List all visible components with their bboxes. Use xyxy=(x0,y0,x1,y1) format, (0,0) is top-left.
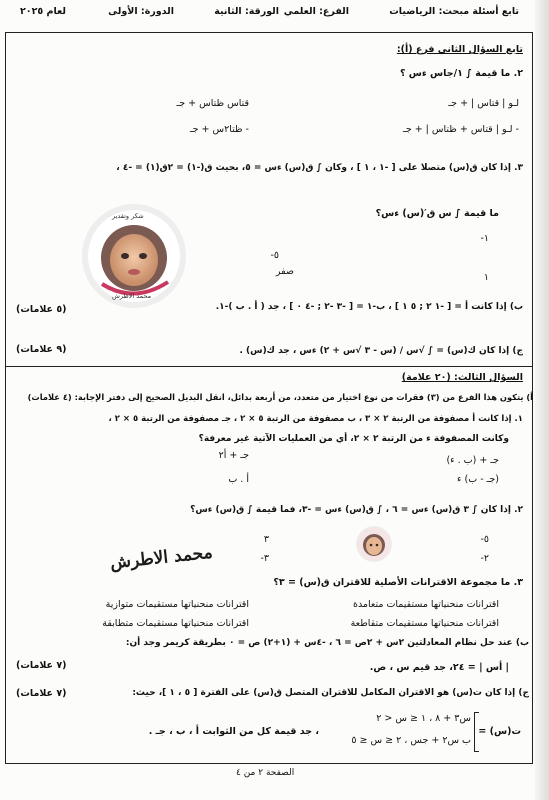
header-year: لعام ٢٠٢٥ xyxy=(20,6,66,17)
q3-part-b: ب) عند حل نظام المعادلتين ٢س + ٢ص = ٦ ، -٤س + (١+٢) ص = ٠ بطريقة كريمر وجد أن: xyxy=(125,638,529,648)
q2-heading: تابع السؤال الثاني فرع (أ): xyxy=(396,44,523,55)
q3-part-c-marks: (٧ علامات) xyxy=(16,688,67,699)
header-session: الدورة: الأولى xyxy=(108,6,174,17)
q3-item3-option-a: اقترانات منحنياتها مستقيمات متعامدة xyxy=(352,599,499,610)
q2-option-d: - ظتا٢س + جـ xyxy=(189,124,249,135)
q3-item1-option-c: (جـ - ب) ء xyxy=(457,474,499,485)
small-sticker xyxy=(356,526,392,562)
q3-item3-option-c: اقترانات منحنياتها مستقيمات متقاطعة xyxy=(350,618,499,629)
piecewise-brace xyxy=(474,712,479,752)
small-child-photo-icon xyxy=(356,526,392,562)
q2-part-c-marks: (٩ علامات) xyxy=(16,344,67,355)
page-footer: الصفحة ٢ من ٤ xyxy=(236,768,295,778)
q3-part-b2: | أس | = ٢٤، جد قيم س ، ص. xyxy=(369,662,509,673)
header-paper: الورقة: الثانية xyxy=(214,6,279,17)
q3-item2-option-b: ٣ xyxy=(263,534,269,545)
header-title: تابع أسئلة مبحث: الرياضيات xyxy=(389,6,519,17)
q2-option-b: قتاس ظتاس + جـ xyxy=(176,98,249,109)
q3-item2-option-d: ٣- xyxy=(260,553,269,564)
q2-part-b: ب) إذا كانت أ = [ -١ ٢ ; ٥ ١ ] ، ب-١ = [ -٣ -٢ ; -٤ ٠ ] ، جد ( أ . ب )-١. xyxy=(215,302,523,312)
q3-item2-option-c: ٢- xyxy=(480,553,489,564)
q2-item3b: ما قيمة ∫ س ق′(س) ءس؟ xyxy=(375,208,499,219)
q3-item1: ١. إذا كانت أ مصفوفة من الرتبة ٢ × ٣ ، ب مصفوفة من الرتبة ٥ × ٢ ، جـ مصفوفة من الرتبة ٥ × ٢ ، xyxy=(108,414,523,424)
q3-part-b-marks: (٧ علامات) xyxy=(16,660,67,671)
q3-piecewise-lhs: ت(س) = xyxy=(478,726,521,737)
q2-item3: ٣. إذا كان ق(س) متصلا على [ -١ ، ١ ] ، وكان ∫ ق(س) ءس = ٥، بحيث ق(-١) = ٢ق(١) = -٤ ، xyxy=(116,163,523,173)
q3-item2: ٢. إذا كان ∫ ٣ ق(س) ءس = ٦ ، ∫ ق(س) ءس = -٣، فما قيمة ∫ ق(س) ءس؟ xyxy=(190,505,523,515)
q2-part-c: ج) إذا كان ك(س) = ∫ √س / (س - ٣ √س + ٢) ءس ، جد ك(س) . xyxy=(239,346,523,356)
q2-item3-option-d: صفر xyxy=(275,266,294,277)
q3-intro: أ) يتكون هذا الفرع من (٣) فقرات من نوع اختيار من متعدد، من أربعة بدائل، انقل البديل الصحيح إلى دفتر الإجابة: (٤ علامات) xyxy=(27,392,533,402)
q2-item3-option-a: ١- xyxy=(480,233,489,244)
page-edge xyxy=(535,0,549,800)
q3-item2-option-a: ٥- xyxy=(480,534,489,545)
q2-part-b-marks: (٥ علامات) xyxy=(16,304,67,315)
q2-option-c: - لـو | قتاس + ظتاس | + جـ xyxy=(403,124,519,135)
q2-item3-option-c: ١ xyxy=(483,272,489,283)
q3-item3: ٣. ما مجموعة الاقترانات الأصلية للاقتران ق(س) = ٣؟ xyxy=(273,577,523,588)
q3-part-c-end: ، جد قيمة كل من الثوابت أ ، ب ، جـ . xyxy=(148,726,319,737)
q3-piecewise-row1: س٣ + ٨ ، ١ ≤ س < ٢ xyxy=(376,713,471,724)
sticker-top-text: شكر وتقدير xyxy=(112,212,144,220)
handwritten-signature: محمد الاطرش xyxy=(109,542,214,574)
q3-item1-option-b: جـ + أ٢ xyxy=(218,450,249,461)
q3-item1-option-a: جـ + (ب . ء) xyxy=(446,455,499,466)
q3-piecewise-row2: ب س٢ + جس ، ٢ ≤ س ≤ ٥ xyxy=(351,735,471,746)
section-divider xyxy=(5,366,533,367)
header-branch: الفرع: العلمي xyxy=(283,6,349,17)
q2-item2: ٢. ما قيمة ∫ ١/جاس ءس ؟ xyxy=(399,68,523,79)
q3-part-c: ج) إذا كان ت(س) هو الاقتران المكامل للاقتران المتصل ق(س) على الفترة [ ٥ ، ١ ]، حيث: xyxy=(132,688,529,698)
q3-heading: السؤال الثالث: (٢٠ علامة) xyxy=(401,372,523,383)
sticker-bottom-text: محمد الاطرش xyxy=(112,292,152,300)
q3-item1b: وكانت المصفوفة ء من الرتبة ٢ × ٢، أي من العمليات الآتية غير معرفة؟ xyxy=(198,434,509,444)
q2-option-a: لـو | قتاس | + جـ xyxy=(448,98,519,109)
q2-item3-option-b: ٥- xyxy=(270,250,279,261)
q3-item1-option-d: أ . ب xyxy=(228,474,249,485)
q3-item3-option-d: اقترانات منحنياتها مستقيمات متطابقة xyxy=(102,618,249,629)
q3-item3-option-b: اقترانات منحنياتها مستقيمات متوازية xyxy=(105,599,249,610)
